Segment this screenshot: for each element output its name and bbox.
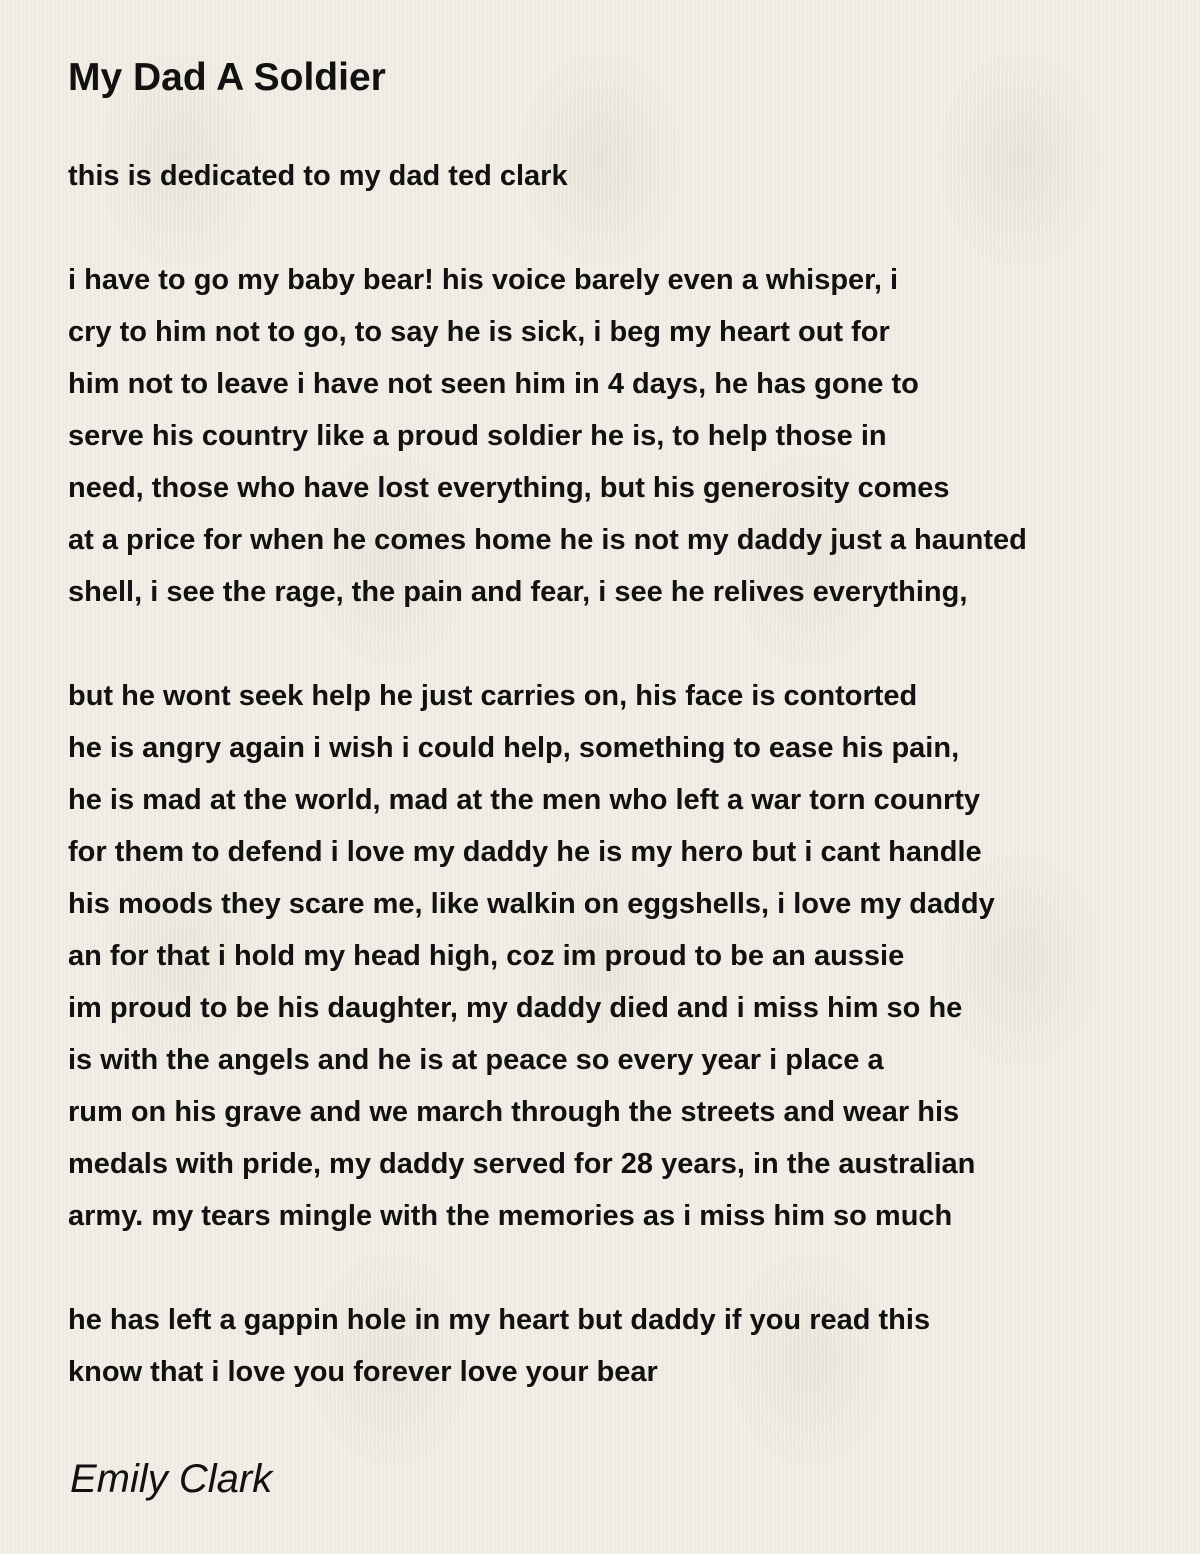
poem-line: an for that i hold my head high, coz im proud to be an aussie [68, 940, 905, 972]
poem-line [68, 1242, 1178, 1294]
poem-line: he is angry again i wish i could help, something to ease his pain, [68, 732, 960, 764]
poem-author: Emily Clark [70, 1457, 273, 1501]
poem-line: army. my tears mingle with the memories as i miss him so much [68, 1200, 953, 1232]
poem-line: he has left a gappin hole in my heart but daddy if you read this [68, 1304, 931, 1336]
poem-line: know that i love you forever love your bear [68, 1356, 658, 1388]
poem-line: him not to leave i have not seen him in 4 days, he has gone to [68, 368, 919, 400]
poem-line [68, 202, 1178, 254]
poem-line: i have to go my baby bear! his voice barely even a whisper, i [68, 264, 899, 296]
poem-line: serve his country like a proud soldier he is, to help those in [68, 420, 887, 452]
poem-line: cry to him not to go, to say he is sick, i beg my heart out for [68, 316, 890, 348]
poem-line: this is dedicated to my dad ted clark [68, 160, 568, 192]
poem-line: he is mad at the world, mad at the men who left a war torn counrty [68, 784, 981, 816]
poem-line: rum on his grave and we march through the streets and wear his [68, 1096, 960, 1128]
poem-line: is with the angels and he is at peace so every year i place a [68, 1044, 884, 1076]
poem-line: im proud to be his daughter, my daddy died and i miss him so he [68, 992, 963, 1024]
poem-line: for them to defend i love my daddy he is my hero but i cant handle [68, 836, 982, 868]
poem-line [68, 618, 1178, 670]
poem-line: shell, i see the rage, the pain and fear, i see he relives everything, [68, 576, 968, 608]
poem-title: My Dad A Soldier [68, 56, 386, 99]
poem-line: need, those who have lost everything, but his generosity comes [68, 472, 950, 504]
poem-body [68, 150, 1178, 1398]
poem-line: his moods they scare me, like walkin on eggshells, i love my daddy [68, 888, 995, 920]
poem-line: but he wont seek help he just carries on, his face is contorted [68, 680, 918, 712]
poem-line: medals with pride, my daddy served for 28 years, in the australian [68, 1148, 976, 1180]
poem-line: at a price for when he comes home he is not my daddy just a haunted [68, 524, 1027, 556]
